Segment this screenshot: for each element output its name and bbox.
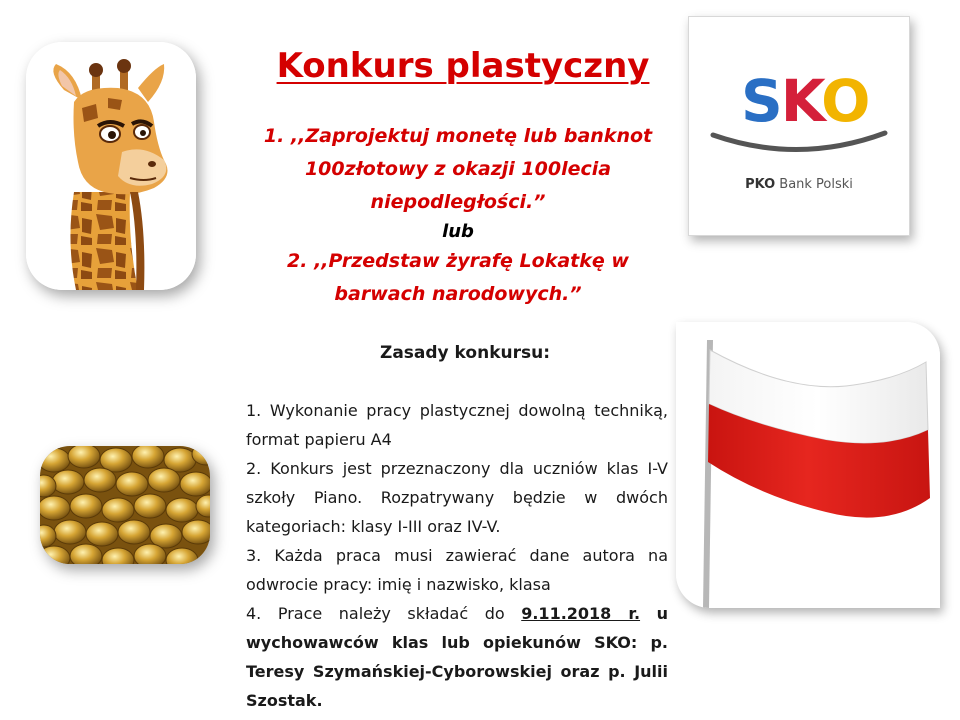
giraffe-image — [26, 42, 196, 290]
task-1-line-1: 1. ,,Zaprojektuj monetę lub banknot — [263, 125, 653, 147]
logo-letter-s: S — [741, 67, 781, 135]
bank-name-bold: PKO — [745, 177, 776, 192]
coins-illustration — [40, 446, 210, 564]
rule-2: 2. Konkurs jest przeznaczony dla uczniów klas I-V szkoły Piano. Rozpatrywany będzie w dwóch kategoriach: klasy I-III oraz IV-V. — [246, 459, 668, 536]
sko-logo-card — [688, 16, 910, 236]
contest-tasks — [238, 120, 678, 311]
task-1-line-2: 100złotowy z okazji 100lecia — [304, 158, 612, 180]
flag-illustration — [676, 322, 940, 608]
rule-4-prefix: 4. Prace należy składać do — [246, 604, 505, 623]
bank-name-rest: Bank Polski — [775, 177, 853, 192]
logo-smile-icon — [709, 125, 889, 161]
rule-4 — [246, 599, 668, 715]
rules-list — [246, 396, 668, 715]
task-2-line-1: 2. ,,Przedstaw żyrafę Lokatkę w — [287, 250, 629, 272]
task-2-line-2: barwach narodowych.” — [334, 283, 582, 305]
rules-heading: Zasady konkursu: — [380, 343, 550, 363]
polish-flag-image — [676, 322, 940, 608]
task-1-line-3: niepodległości.” — [370, 191, 546, 213]
or-separator: lub — [442, 221, 474, 242]
page-title: Konkurs plastyczny — [276, 46, 650, 86]
rule-1: 1. Wykonanie pracy plastycznej dowolną techniką, format papieru A4 — [246, 401, 668, 449]
coins-image — [40, 446, 210, 564]
rule-3: 3. Każda praca musi zawierać dane autora na odwrocie pracy: imię i nazwisko, klasa — [246, 546, 668, 594]
rule-4-deadline: 9.11.2018 r. — [521, 604, 641, 623]
logo-letter-k: K — [780, 67, 822, 135]
pko-bank-polski-label — [689, 177, 909, 192]
giraffe-illustration — [26, 42, 196, 290]
rule-4-suffix: u wychowawców klas lub opiekunów SKO: p. Teresy Szymańskiej-Cyborowskiej oraz p. Julii Szostak. — [246, 604, 668, 710]
logo-letter-o: O — [821, 67, 869, 135]
